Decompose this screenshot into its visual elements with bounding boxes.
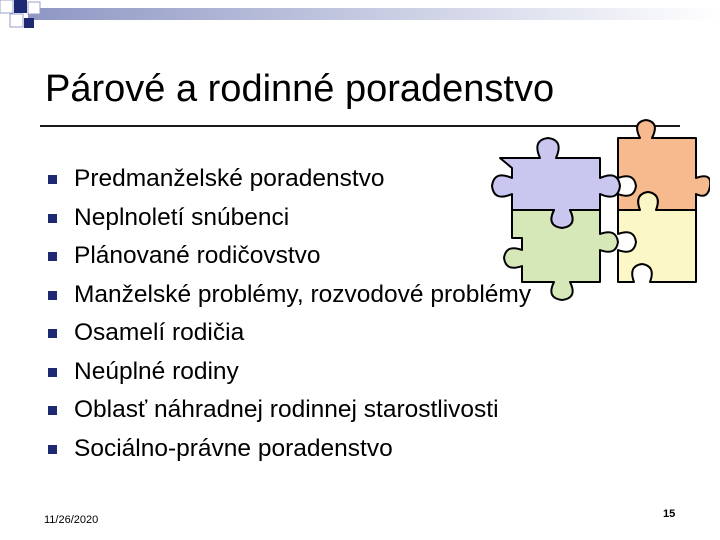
bullet-square-icon xyxy=(48,406,57,415)
bullet-text: Neplnoletí snúbenci xyxy=(74,203,290,231)
bullet-square-icon xyxy=(48,214,57,223)
bullet-square-icon xyxy=(48,329,57,338)
bullet-text: Oblasť náhradnej rodinnej starostlivosti xyxy=(74,396,499,423)
bullet-text: Predmanželské poradenstvo xyxy=(74,165,385,192)
bullet-text: Manželské problémy, rozvodové problémy xyxy=(74,280,532,308)
bullet-text: Neúplné rodiny xyxy=(74,357,239,385)
header-decoration xyxy=(0,0,720,40)
bullet-text: Plánované rodičovstvo xyxy=(74,242,321,269)
bullet-square-icon xyxy=(48,445,57,454)
bullet-square-icon xyxy=(48,291,57,300)
bullet-square-icon xyxy=(48,368,57,377)
bullet-text: Sociálno-právne poradenstvo xyxy=(74,434,393,462)
page-number: 15 xyxy=(663,508,676,520)
bullet-square-icon xyxy=(48,175,57,184)
slide-title: Párové a rodinné poradenstvo xyxy=(45,68,555,110)
bullet-square-icon xyxy=(48,252,57,261)
footer-date: 11/26/2020 xyxy=(44,514,99,526)
bullet-text: Osamelí rodičia xyxy=(74,319,245,346)
